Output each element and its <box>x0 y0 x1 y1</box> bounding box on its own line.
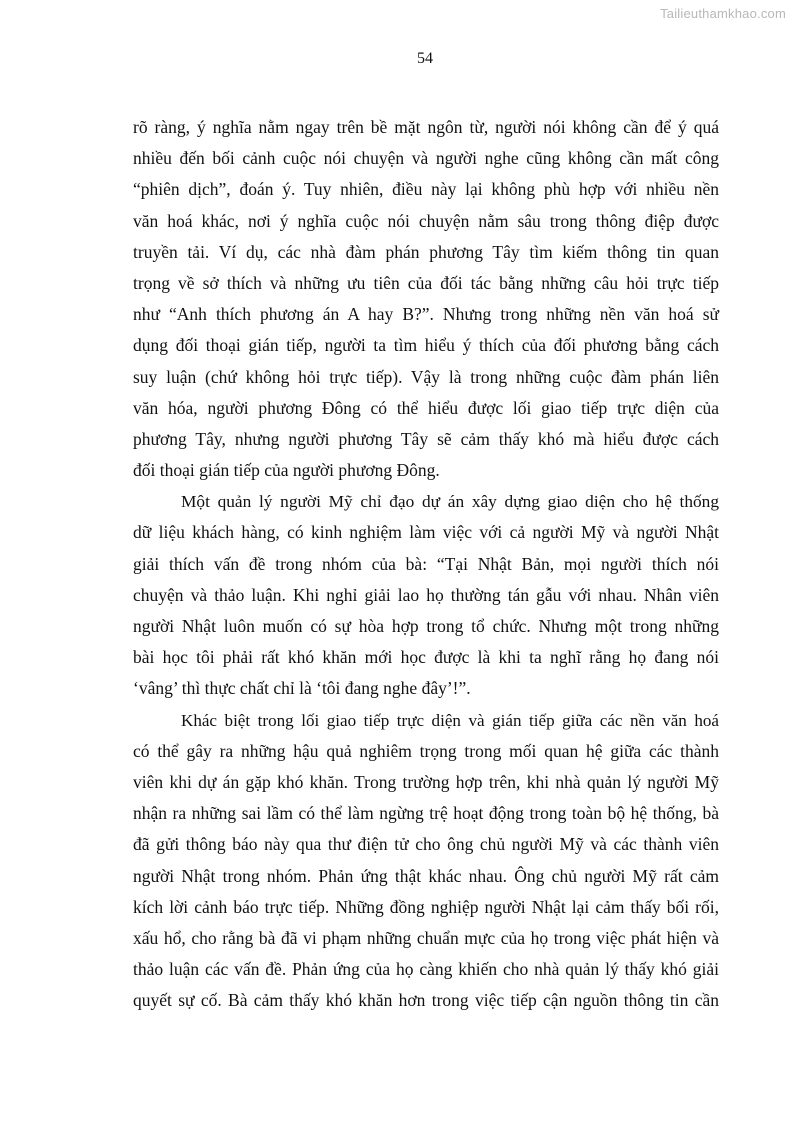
text-line: quyết sự cố. Bà cảm thấy khó khăn hơn trong việc tiếp cận nguồn thông tin cần <box>133 990 719 1011</box>
text-line: đối thoại gián tiếp của người phương Đông. <box>133 460 440 481</box>
text-line: dụng đối thoại gián tiếp, người ta tìm hiểu ý thích của đối phương bằng cách <box>133 335 719 356</box>
text-line: viên khi dự án gặp khó khăn. Trong trường hợp trên, khi nhà quản lý người Mỹ <box>133 771 719 792</box>
text-line: ‘vâng’ thì thực chất chỉ là ‘tôi đang nghe đây’!”. <box>133 678 471 699</box>
text-line: rõ ràng, ý nghĩa nằm ngay trên bề mặt ngôn từ, người nói không cần để ý quá <box>133 117 719 137</box>
text-line: bài học tôi phải rất khó khăn mới học được là khi ta nghĩ rằng họ đang nói <box>133 647 719 668</box>
body-text <box>133 112 719 1016</box>
text-line: có thể gây ra những hậu quả nghiêm trọng trong mối quan hệ giữa các thành <box>133 740 719 761</box>
text-line: Khác biệt trong lối giao tiếp trực diện và gián tiếp giữa các nền văn hoá <box>181 710 719 730</box>
text-line: truyền tải. Ví dụ, các nhà đàm phán phương Tây tìm kiếm thông tin quan <box>133 241 719 262</box>
text-line: “phiên dịch”, đoán ý. Tuy nhiên, điều này lại không phù hợp với nhiều nền <box>133 179 719 200</box>
text-line: chuyện và thảo luận. Khi nghỉ giải lao họ thường tán gẫu với nhau. Nhân viên <box>133 584 719 605</box>
text-line: văn hoá khác, nơi ý nghĩa cuộc nói chuyện nằm sâu trong thông điệp được <box>133 210 719 231</box>
text-line: đã gửi thông báo này qua thư điện tử cho ông chủ người Mỹ và các thành viên <box>133 834 719 855</box>
text-line: người Nhật luôn muốn có sự hòa hợp trong tổ chức. Nhưng một trong những <box>133 616 719 636</box>
text-line: Một quản lý người Mỹ chỉ đạo dự án xây dựng giao diện cho hệ thống <box>181 492 719 512</box>
text-line: nhận ra những sai lầm có thể làm ngừng trệ hoạt động trong toàn bộ hệ thống, bà <box>133 803 719 824</box>
paragraph-1 <box>133 112 719 486</box>
text-line: như “Anh thích phương án A hay B?”. Nhưng trong những nền văn hoá sử <box>133 304 719 325</box>
text-line: người Nhật trong nhóm. Phản ứng thật khác nhau. Ông chủ người Mỹ rất cảm <box>133 865 719 886</box>
text-line: nhiều đến bối cảnh cuộc nói chuyện và người nghe cũng không cần mất công <box>133 148 719 169</box>
text-line: trọng về sở thích và những ưu tiên của đối tác bằng những câu hỏi trực tiếp <box>133 272 719 293</box>
text-line: thảo luận các vấn đề. Phản ứng của họ càng khiến cho nhà quản lý thấy khó giải <box>133 959 719 980</box>
text-line: suy luận (chứ không hỏi trực tiếp). Vậy là trong những cuộc đàm phán liên <box>133 366 719 387</box>
page-number: 54 <box>417 50 433 67</box>
paragraph-3 <box>133 705 719 1017</box>
watermark: Tailieuthamkhao.com <box>660 6 786 21</box>
text-line: phương Tây, nhưng người phương Tây sẽ cảm thấy khó mà hiểu được cách <box>133 428 719 449</box>
text-line: giải thích vấn đề trong nhóm của bà: “Tại Nhật Bản, mọi người thích nói <box>133 553 719 574</box>
text-line: văn hóa, người phương Đông có thể hiểu được lối giao tiếp trực diện của <box>133 397 719 418</box>
text-line: dữ liệu khách hàng, có kinh nghiệm làm việc với cả người Mỹ và người Nhật <box>133 522 719 543</box>
paragraph-2 <box>133 486 719 704</box>
text-line: kích lời cảnh báo trực tiếp. Những đồng nghiệp người Nhật lại cảm thấy bối rối, <box>133 896 719 917</box>
text-line: xấu hổ, cho rằng bà đã vi phạm những chuẩn mực của họ trong việc phát hiện và <box>133 927 719 948</box>
